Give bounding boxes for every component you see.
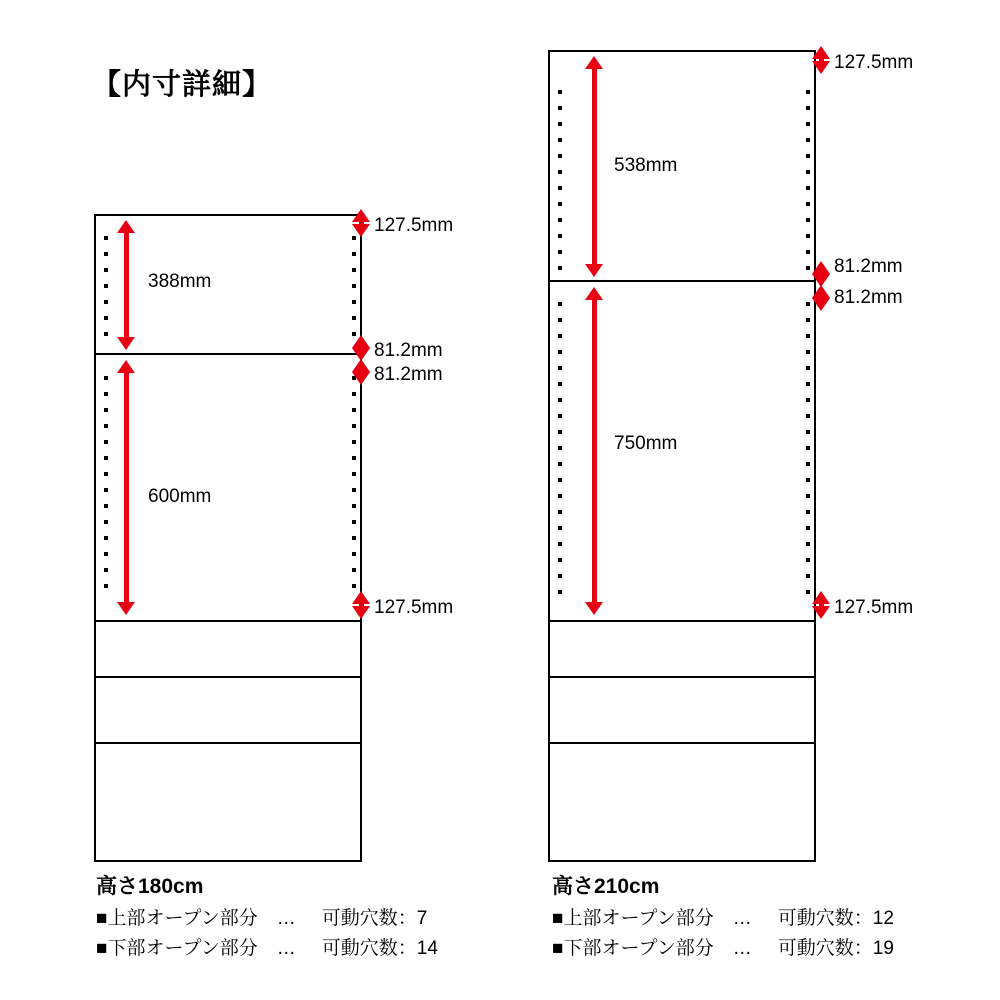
height-180-cabinet-body xyxy=(94,214,362,862)
shelf-divider xyxy=(94,620,362,622)
dimension-label-lower-top-gap-right: 81.2mm xyxy=(834,287,903,308)
peg-hole-column-lower-right xyxy=(352,376,356,602)
dimension-label-bottom-gap-right: 127.5mm xyxy=(834,597,914,618)
shelf-divider xyxy=(548,676,816,678)
height-180-lower-row xyxy=(96,933,438,960)
height-180-caption: 高さ180cm xyxy=(96,875,204,898)
dimension-label-lower-open-right: 750mm xyxy=(614,433,678,454)
height-180-lower-value: 可動穴数：14 xyxy=(321,938,438,959)
shelf-divider xyxy=(94,742,362,744)
peg-hole-column-upper-left xyxy=(558,90,562,275)
dimension-label-lower-top-gap-left: 81.2mm xyxy=(374,364,443,385)
height-210-upper-value: 可動穴数：12 xyxy=(777,908,894,929)
height-180-upper-row xyxy=(96,903,427,930)
page-title: 【内寸詳細】 xyxy=(92,69,273,101)
height-210-lower-row xyxy=(552,933,894,960)
dimension-label-bottom-gap-left: 127.5mm xyxy=(374,597,454,618)
dimension-label-top-gap-right: 127.5mm xyxy=(834,52,914,73)
peg-hole-column-lower-left xyxy=(104,376,108,602)
height-180-lower-label: ■下部オープン部分 … xyxy=(96,938,296,959)
shelf-divider xyxy=(548,620,816,622)
shelf-divider xyxy=(94,676,362,678)
shelf-divider xyxy=(548,280,816,282)
shelf-divider xyxy=(94,353,362,355)
dimension-label-upper-bottom-gap-left: 81.2mm xyxy=(374,340,443,361)
height-210-cabinet-body xyxy=(548,50,816,862)
height-180-upper-label: ■上部オープン部分 … xyxy=(96,908,296,929)
peg-hole-column-lower-left xyxy=(558,302,562,602)
height-210-caption: 高さ210cm xyxy=(552,875,660,898)
dimension-label-top-gap-left: 127.5mm xyxy=(374,215,454,236)
dimension-label-upper-bottom-gap-right: 81.2mm xyxy=(834,256,903,277)
dimension-label-upper-open-left: 388mm xyxy=(148,271,212,292)
height-210-upper-label: ■上部オープン部分 … xyxy=(552,908,752,929)
shelf-divider xyxy=(548,742,816,744)
peg-hole-column-upper-left xyxy=(104,236,108,346)
dimension-label-upper-open-right: 538mm xyxy=(614,155,678,176)
height-210-lower-label: ■下部オープン部分 … xyxy=(552,938,752,959)
height-210-lower-value: 可動穴数：19 xyxy=(777,938,894,959)
peg-hole-column-upper-right xyxy=(806,90,810,275)
height-210-upper-row xyxy=(552,903,894,930)
peg-hole-column-upper-right xyxy=(352,236,356,346)
dimension-label-lower-open-left: 600mm xyxy=(148,486,212,507)
peg-hole-column-lower-right xyxy=(806,302,810,602)
height-180-upper-value: 可動穴数：7 xyxy=(321,908,428,929)
